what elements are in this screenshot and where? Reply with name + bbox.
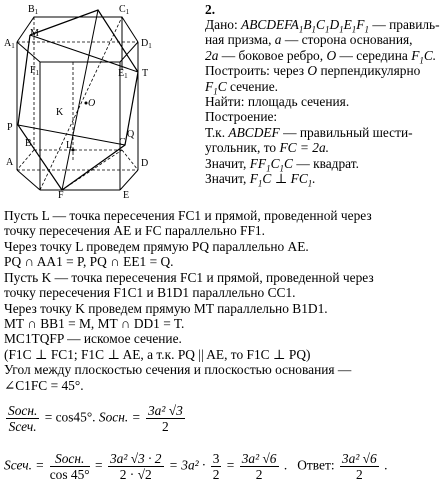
svg-text:L: L: [66, 140, 73, 151]
svg-text:E1: $E_1$: [118, 68, 128, 80]
reasoning-1b: ABCDEF: [228, 124, 280, 140]
given-text3: — сторона основания,: [284, 32, 413, 48]
f3-fraction: [108, 451, 164, 482]
answer-label: Ответ:: [297, 457, 335, 473]
body-line-1: Пусть L — точка пересечения FC1 и прямой, проведенной через: [4, 208, 372, 223]
svg-text:A: A: [6, 157, 14, 168]
svg-text:F: F: [58, 190, 64, 201]
body-line-3: Через точку L проведем прямую PQ параллельно AE.: [4, 239, 309, 254]
svg-text:C: C: [119, 137, 126, 148]
f5-numerator: 3a² √6: [241, 451, 277, 466]
find-text: площадь сечения.: [247, 94, 350, 110]
svg-text:K: K: [56, 107, 64, 118]
body-line-2: точку пересечения AE и FC параллельно FF1.: [4, 223, 265, 238]
base-area-numerator: 3a² √3: [147, 403, 183, 418]
given-text4: — боковое ребро,: [221, 47, 324, 63]
given-text1: — правиль-: [372, 17, 440, 32]
formula-line-1: [4, 403, 187, 434]
svg-text:D: D: [141, 158, 149, 169]
cos45-text: = cos45°.: [44, 409, 96, 425]
construct-section: сечение.: [229, 78, 279, 94]
s-base-label: Sосн. =: [98, 409, 141, 425]
construction-label: Построение:: [205, 109, 278, 125]
svg-text:M: M: [30, 28, 39, 39]
ratio-numerator: Sосн.: [8, 403, 38, 418]
f4-denominator: 2: [212, 467, 220, 482]
svg-text:P: P: [7, 122, 13, 133]
svg-text:E: E: [123, 190, 130, 201]
reasoning-2a: угольник, то: [205, 140, 277, 156]
svg-text:B1: $B_1$: [28, 4, 39, 16]
reasoning-1c: — правильный шести-: [283, 124, 413, 140]
given-block: [205, 17, 440, 189]
svg-text:F1: $F_1$: [30, 65, 40, 77]
svg-text:C1: $C_1$: [119, 4, 130, 16]
problem-number: 2.: [205, 2, 216, 17]
svg-text:Q: Q: [127, 129, 135, 140]
svg-text:A1: $A_1$: [4, 38, 15, 50]
prism-name: $ABCDEFA_1B_1C_1D_1E_1F_1$: [241, 17, 369, 35]
reasoning-3c: — квадрат.: [296, 155, 359, 171]
body-line-6: точку пересечения F1C1 и B1D1 параллельно CC1.: [4, 285, 296, 300]
body-line-12: ∠C1FC = 45°.: [4, 378, 84, 393]
prism-figure: [0, 0, 160, 200]
reasoning-4b: $F_1C$ ⊥ $FC_1$.: [249, 171, 316, 189]
svg-text:T: T: [142, 68, 149, 79]
construct-label: Построить:: [205, 63, 270, 79]
given-two-a: 2a: [205, 47, 219, 63]
f3-numerator: 3a² √3 · 2: [109, 451, 162, 466]
reasoning-3a: Значит,: [205, 155, 247, 171]
svg-text:O: O: [88, 98, 96, 109]
given-text5: — середина: [339, 47, 408, 63]
given-O: O: [326, 47, 337, 63]
body-line-9: MC1TQFP — искомое сечение.: [4, 331, 182, 346]
body-line-11: Угол между плоскостью сечения и плоскостью основания —: [4, 362, 352, 377]
eq3-text: = 3a² ·: [168, 457, 206, 473]
f5-fraction: [240, 451, 279, 482]
construct-O: O: [307, 63, 318, 79]
construct-F1C: $F_1C$: [205, 78, 227, 97]
formula-line-2: Sсеч. = $\frac{\text{Sосн.}}{\cos 45^\circ}$ = $\frac{\text{3a² √3 · 2}}{2 \cdot √2}$ = 3a² · $\frac{3}{2}$ = $\frac{\text{3a² √6}}{2}$ . Ответ: $\frac{\text{3a² √6}}{2}$ .: [4, 451, 388, 482]
reasoning-4a: Значит,: [205, 171, 247, 187]
reasoning-2b: FC = 2a.: [279, 140, 330, 156]
base-area-fraction: [146, 403, 185, 434]
answer-numerator: 3a² √6: [341, 451, 377, 466]
answer-denominator: 2: [355, 467, 363, 482]
body-line-10: (F1C ⊥ FC1; F1C ⊥ AE, а т.к. PQ || AE, то F1C ⊥ PQ): [4, 347, 311, 362]
f5-denominator: 2: [255, 467, 263, 482]
f2-fraction: [50, 451, 90, 482]
svg-text:D1: $D_1$: [141, 38, 152, 50]
body-line-4: PQ ∩ AA1 = P, PQ ∩ EE1 = Q.: [4, 254, 174, 269]
base-area-denominator: 2: [162, 419, 169, 434]
construct-text: через: [273, 63, 305, 79]
s-section-label: Sсеч. =: [4, 457, 45, 473]
construct-perp: перпендикулярно: [320, 63, 421, 79]
body-line-8: MT ∩ BB1 = M, MT ∩ DD1 = T.: [4, 316, 185, 331]
f3-denominator: 2 · √2: [119, 467, 152, 482]
ratio-fraction: [6, 403, 39, 434]
f2-numerator: Sосн.: [50, 451, 90, 467]
given-label: Дано:: [205, 17, 238, 32]
f4-fraction: [211, 451, 222, 482]
svg-text:B: B: [25, 138, 32, 149]
body-line-5: Пусть K — точка пересечения FC1 и прямой, проведенной через: [4, 270, 374, 285]
reasoning-3b: $FF_1C_1C$: [249, 155, 293, 174]
find-label: Найти:: [205, 94, 245, 110]
given-text2: ная призма,: [205, 32, 272, 48]
body-line-7: Через точку K проведем прямую MT параллельно B1D1.: [4, 301, 328, 316]
given-a: a: [274, 32, 282, 48]
given-F1C: $F_1C$.: [411, 47, 437, 66]
reasoning-1a: Т.к.: [205, 124, 226, 140]
answer-fraction: [340, 451, 379, 482]
f2-denominator: cos 45°: [49, 467, 90, 482]
f4-numerator: 3: [212, 451, 220, 466]
ratio-denominator: Sсеч.: [8, 419, 37, 434]
